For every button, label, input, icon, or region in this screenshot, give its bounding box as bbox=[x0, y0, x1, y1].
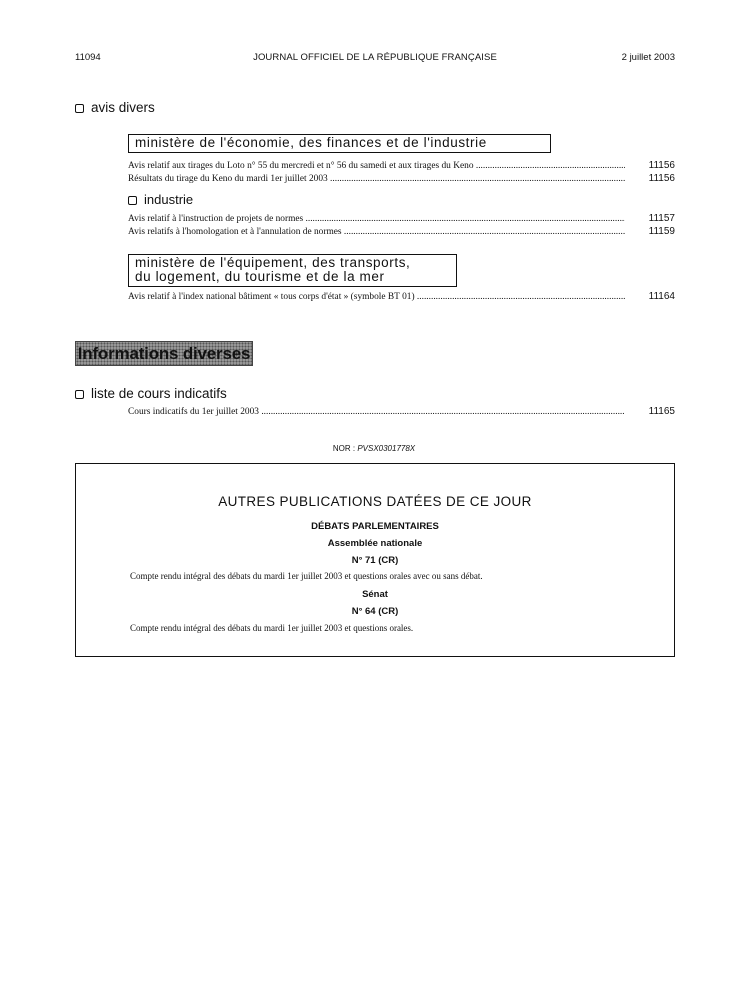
nor-label: NOR : bbox=[332, 444, 356, 453]
issue-date: 2 juillet 2003 bbox=[621, 52, 675, 63]
entry-text: Avis relatif aux tirages du Loto n° 55 du mercredi et n° 56 du samedi et aux tirages du Keno ..... bbox=[128, 160, 625, 172]
senat-description: Compte rendu intégral des débats du mardi 1er juillet 2003 et questions orales. bbox=[130, 623, 414, 633]
entry-page: 11156 bbox=[648, 160, 675, 171]
entry-page: 11159 bbox=[648, 226, 675, 237]
box-heading: DÉBATS PARLEMENTAIRES bbox=[311, 521, 439, 532]
other-publications-box bbox=[75, 463, 675, 657]
subsection-industrie bbox=[128, 192, 193, 207]
informations-diverses-banner: Informations diverses bbox=[75, 341, 253, 366]
senat-name: Sénat bbox=[362, 589, 388, 600]
toc-entry[interactable] bbox=[128, 213, 675, 225]
entry-text: Avis relatifs à l'homologation et à l'annulation de normes ..... bbox=[128, 226, 625, 238]
section-title: liste de cours indicatifs bbox=[91, 386, 227, 401]
entry-text: Avis relatif à l'index national bâtiment « tous corps d'état » (symbole BT 01) ..... bbox=[128, 291, 625, 303]
toc-entry[interactable] bbox=[128, 406, 675, 418]
entry-text: Résultats du tirage du Keno du mardi 1er juillet 2003 ..... bbox=[128, 173, 625, 185]
section-title: avis divers bbox=[91, 100, 155, 115]
toc-entry[interactable] bbox=[128, 226, 675, 238]
nor-reference bbox=[0, 444, 748, 453]
box-title: AUTRES PUBLICATIONS DATÉES DE CE JOUR bbox=[218, 494, 532, 509]
nor-code: PVSX0301778X bbox=[357, 444, 416, 453]
toc-entry[interactable] bbox=[128, 291, 675, 303]
checkbox-square-icon bbox=[75, 390, 84, 399]
assemblee-description: Compte rendu intégral des débats du mardi 1er juillet 2003 et questions orales avec ou sans débat. bbox=[130, 571, 483, 581]
subsection-title: industrie bbox=[144, 192, 194, 207]
entry-page: 11156 bbox=[648, 173, 675, 184]
entry-page: 11157 bbox=[648, 213, 675, 224]
entry-text: Cours indicatifs du 1er juillet 2003 ..... bbox=[128, 406, 625, 418]
assemblee-name: Assemblée nationale bbox=[327, 538, 423, 549]
checkbox-square-icon bbox=[75, 104, 84, 113]
ministry-economy-heading: ministère de l'économie, des finances et de l'industrie bbox=[128, 134, 551, 153]
ministry-equipment-heading: ministère de l'équipement, des transports, du logement, du tourisme et de la mer bbox=[128, 254, 457, 287]
senat-number: N° 64 (CR) bbox=[351, 606, 399, 617]
journal-title: JOURNAL OFFICIEL DE LA RÉPUBLIQUE FRANÇAISE bbox=[253, 52, 497, 63]
page-number: 11094 bbox=[75, 52, 101, 63]
page-header bbox=[75, 52, 675, 66]
checkbox-square-icon bbox=[128, 196, 137, 205]
assemblee-number: N° 71 (CR) bbox=[351, 555, 399, 566]
entry-page: 11164 bbox=[648, 291, 675, 302]
toc-entry[interactable] bbox=[128, 160, 675, 172]
section-avis-divers bbox=[75, 100, 155, 115]
section-cours-indicatifs bbox=[75, 386, 227, 401]
entry-text: Avis relatif à l'instruction de projets de normes ..... bbox=[128, 213, 625, 225]
toc-entry[interactable] bbox=[128, 173, 675, 185]
entry-page: 11165 bbox=[648, 406, 675, 417]
